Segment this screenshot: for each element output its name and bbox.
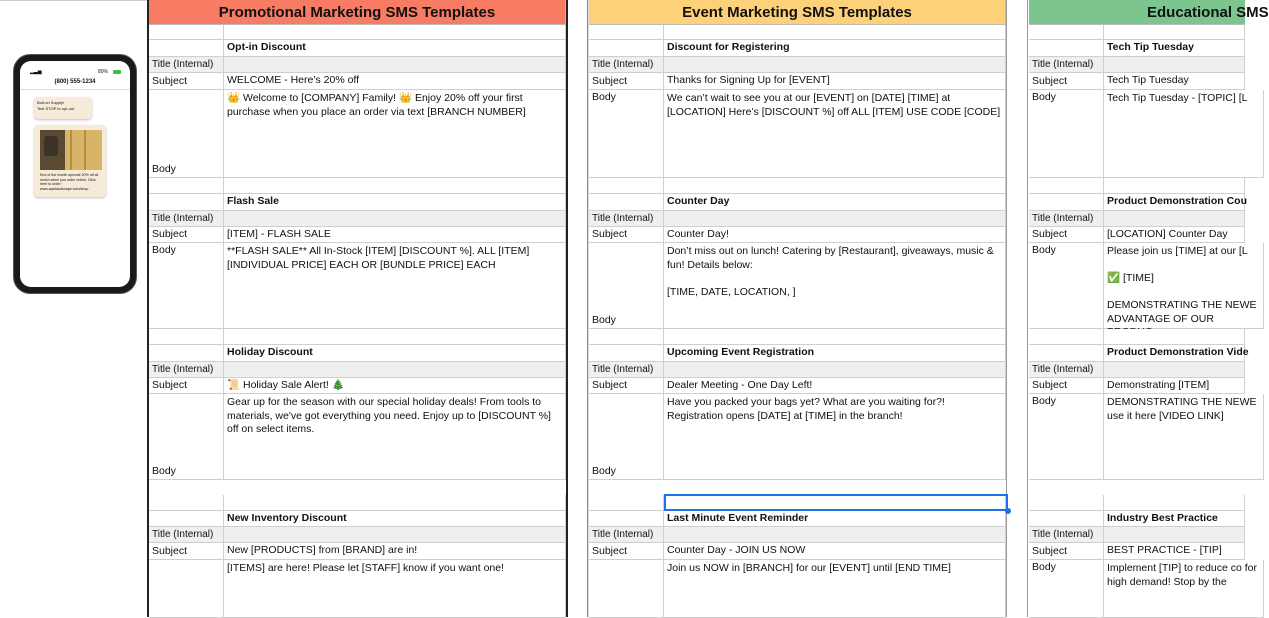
phone-number: (800) 555-1234 [54,79,96,85]
body-label-text: Body [152,464,176,477]
title-label[interactable]: Title (Internal) [589,57,664,73]
label-cell[interactable] [589,511,664,527]
spacer-cell[interactable] [1029,329,1104,345]
body-label-text: Body [1032,395,1056,407]
spacer-cell[interactable] [224,329,566,345]
body-value[interactable]: Gear up for the season with our special holiday deals! From tools to materials, we've got everything you need. Enjoy up to [DISCOUNT %] off on select items. [224,394,566,480]
body-value[interactable]: We can’t wait to see you at our [EVENT] on [DATE] [TIME] at [LOCATION] Here’s [DISCOUNT %] off ALL [ITEM] USE CODE [CODE] [664,90,1006,178]
label-cell[interactable] [589,345,664,362]
title-value[interactable] [664,527,1006,543]
template-name[interactable]: Product Demonstration Vide [1104,345,1245,362]
body-label-text: Body [1032,561,1056,573]
subject-label[interactable]: Subject [149,543,224,560]
column-header: Promotional Marketing SMS Templates [149,0,566,25]
subject-label[interactable]: Subject [589,378,664,394]
title-label[interactable]: Title (Internal) [149,57,224,73]
template-name[interactable]: Counter Day [664,194,1006,211]
spacer-cell[interactable] [589,329,664,345]
body-label-text: Body [152,162,176,175]
spacer-cell[interactable] [149,495,224,511]
title-value[interactable] [1104,57,1245,73]
subject-value[interactable]: Dealer Meeting - One Day Left! [664,378,1006,394]
body-label[interactable] [589,560,664,618]
selected-cell[interactable] [664,494,1008,511]
template-name[interactable]: Discount for Registering [664,40,1006,57]
title-label[interactable]: Title (Internal) [1029,211,1104,227]
spacer-cell[interactable] [224,25,566,40]
body-label[interactable] [589,90,664,178]
template-name[interactable]: Tech Tip Tuesday [1104,40,1245,57]
body-label-text: Body [152,244,176,256]
fill-handle[interactable] [1005,508,1011,514]
title-value[interactable] [224,211,566,227]
body-label-text: Body [592,464,616,477]
spacer-cell[interactable] [589,178,664,194]
subject-value[interactable]: Thanks for Signing Up for [EVENT] [664,73,1006,90]
body-label[interactable] [1029,90,1104,178]
subject-label[interactable]: Subject [1029,73,1104,90]
subject-label[interactable]: Subject [149,73,224,90]
spacer-cell[interactable] [1029,25,1104,40]
promo-text: End of the month special! 20% off all mulch when you order online. Click here to order: www.apinlandscape.com/shop [40,173,99,191]
subject-value[interactable]: [LOCATION] Counter Day [1104,227,1245,243]
body-label[interactable] [149,560,224,618]
title-value[interactable] [224,527,566,543]
label-cell[interactable] [149,345,224,362]
body-value[interactable]: **FLASH SALE** All In-Stock [ITEM] [DISCOUNT %]. ALL [ITEM] [INDIVIDUAL PRICE] EACH OR [BUNDLE PRICE] EACH [224,243,566,329]
template-name[interactable]: Product Demonstration Cou [1104,194,1245,211]
battery-icon [113,70,121,74]
body-value[interactable]: 👑 Welcome to [COMPANY] Family! 👑 Enjoy 20% off your first purchase when you place an order via text [BRANCH NUMBER] [224,90,566,178]
subject-value[interactable]: New [PRODUCTS] from [BRAND] are in! [224,543,566,560]
body-label[interactable] [1029,560,1104,618]
title-label[interactable]: Title (Internal) [1029,527,1104,543]
title-value[interactable] [664,362,1006,378]
subject-label[interactable]: Subject [149,227,224,243]
label-cell[interactable] [1029,345,1104,362]
signal-icon: ▂▃▅ [30,69,42,75]
body-label-text: Body [592,91,616,103]
title-label[interactable]: Title (Internal) [1029,57,1104,73]
subject-value[interactable]: [ITEM] - FLASH SALE [224,227,566,243]
title-label[interactable]: Title (Internal) [589,211,664,227]
template-name[interactable]: Holiday Discount [224,345,566,362]
label-cell[interactable] [589,40,664,57]
column-header: Educational SMS [1029,0,1245,25]
spacer-cell[interactable] [1104,178,1245,194]
subject-value[interactable]: WELCOME - Here’s 20% off [224,73,566,90]
body-value[interactable]: Please join us [TIME] at our [L ✅ [TIME] DEMONSTRATING THE NEWE ADVANTAGE OF OUR [1104,243,1264,329]
title-label[interactable]: Title (Internal) [149,527,224,543]
body-value[interactable]: DEMONSTRATING THE NEWE use it here [VIDEO LINK] [1104,394,1264,480]
label-cell[interactable] [589,194,664,211]
spacer-cell[interactable] [664,178,1006,194]
body-label[interactable] [589,394,664,480]
subject-value[interactable]: 📜 Holiday Sale Alert! 🎄 [224,378,566,394]
label-cell[interactable] [1029,194,1104,211]
subject-value[interactable]: Counter Day! [664,227,1006,243]
column-header: Event Marketing SMS Templates [589,0,1006,25]
body-label[interactable] [149,90,224,178]
label-cell[interactable] [149,194,224,211]
spacer-cell[interactable] [1104,495,1245,511]
body-label[interactable] [149,394,224,480]
title-label[interactable]: Title (Internal) [149,211,224,227]
spacer-cell[interactable] [664,329,1006,345]
spacer-cell[interactable] [664,25,1006,40]
title-value[interactable] [224,57,566,73]
title-value[interactable] [1104,527,1245,543]
title-value[interactable] [224,362,566,378]
label-cell[interactable] [149,40,224,57]
title-label[interactable]: Title (Internal) [1029,362,1104,378]
title-label[interactable]: Title (Internal) [589,527,664,543]
spacer-cell[interactable] [589,25,664,40]
message-bubble-image [34,125,106,197]
spacer-cell[interactable] [1029,178,1104,194]
spacer-cell[interactable] [1104,25,1245,40]
subject-label[interactable]: Subject [589,73,664,90]
lumber-photo [40,130,102,170]
template-name[interactable]: New Inventory Discount [224,511,566,527]
subject-label[interactable]: Subject [1029,543,1104,560]
body-value[interactable]: [ITEMS] are here! Please let [STAFF] know if you want one! [224,560,566,618]
subject-label[interactable]: Subject [1029,378,1104,394]
subject-value[interactable]: BEST PRACTICE - [TIP] [1104,543,1245,560]
phone-screen [20,61,130,287]
spacer-cell[interactable] [589,495,664,511]
spacer-cell[interactable] [149,178,224,194]
subject-value[interactable]: Demonstrating [ITEM] [1104,378,1245,394]
label-cell[interactable] [1029,40,1104,57]
body-label-text: Body [1032,91,1056,103]
title-value[interactable] [1104,362,1245,378]
subject-label[interactable]: Subject [589,543,664,560]
template-name[interactable]: Industry Best Practice [1104,511,1245,527]
title-value[interactable] [664,211,1006,227]
subject-value[interactable]: Counter Day - JOIN US NOW [664,543,1006,560]
battery-level: 80% [98,69,109,75]
spacer-cell[interactable] [1029,495,1104,511]
subject-label[interactable]: Subject [149,378,224,394]
label-cell[interactable] [1029,511,1104,527]
title-value[interactable] [1104,211,1245,227]
spacer-cell[interactable] [149,329,224,345]
subject-value[interactable]: Tech Tip Tuesday [1104,73,1245,90]
body-value[interactable]: Tech Tip Tuesday - [TOPIC] [L [1104,90,1264,178]
body-value[interactable]: Join us NOW in [BRANCH] for our [EVENT] until [END TIME] [664,560,1006,618]
body-label[interactable] [149,243,224,329]
body-label-text: Body [592,313,616,326]
body-label[interactable] [589,243,664,329]
spacer-cell[interactable] [149,25,224,40]
subject-label[interactable]: Subject [1029,227,1104,243]
template-name[interactable]: Last Minute Event Reminder [664,511,1006,527]
spacer-cell[interactable] [224,495,566,511]
title-value[interactable] [664,57,1006,73]
spacer-cell[interactable] [1104,329,1245,345]
template-name[interactable]: Opt-in Discount [224,40,566,57]
body-value[interactable]: Don’t miss out on lunch! Catering by [Restaurant], giveaways, music & fun! Details below: [TIME, DATE, LOCATION, ] [664,243,1006,329]
body-label-text: Body [1032,244,1056,256]
spacer-cell[interactable] [224,178,566,194]
title-label[interactable]: Title (Internal) [149,362,224,378]
template-name[interactable]: Upcoming Event Registration [664,345,1006,362]
phone-mockup [14,55,136,293]
body-value[interactable]: Implement [TIP] to reduce co for high demand! Stop by the [1104,560,1264,618]
template-name[interactable]: Flash Sale [224,194,566,211]
title-label[interactable]: Title (Internal) [589,362,664,378]
body-value[interactable]: Have you packed your bags yet? What are you waiting for?! Registration opens [DATE] at [TIME] in the branch! [664,394,1006,480]
message-bubble: Bolt-on Supply! Text STOP to opt-out [34,97,92,119]
body-label[interactable] [1029,243,1104,329]
label-cell[interactable] [149,511,224,527]
subject-label[interactable]: Subject [589,227,664,243]
body-label[interactable] [1029,394,1104,480]
